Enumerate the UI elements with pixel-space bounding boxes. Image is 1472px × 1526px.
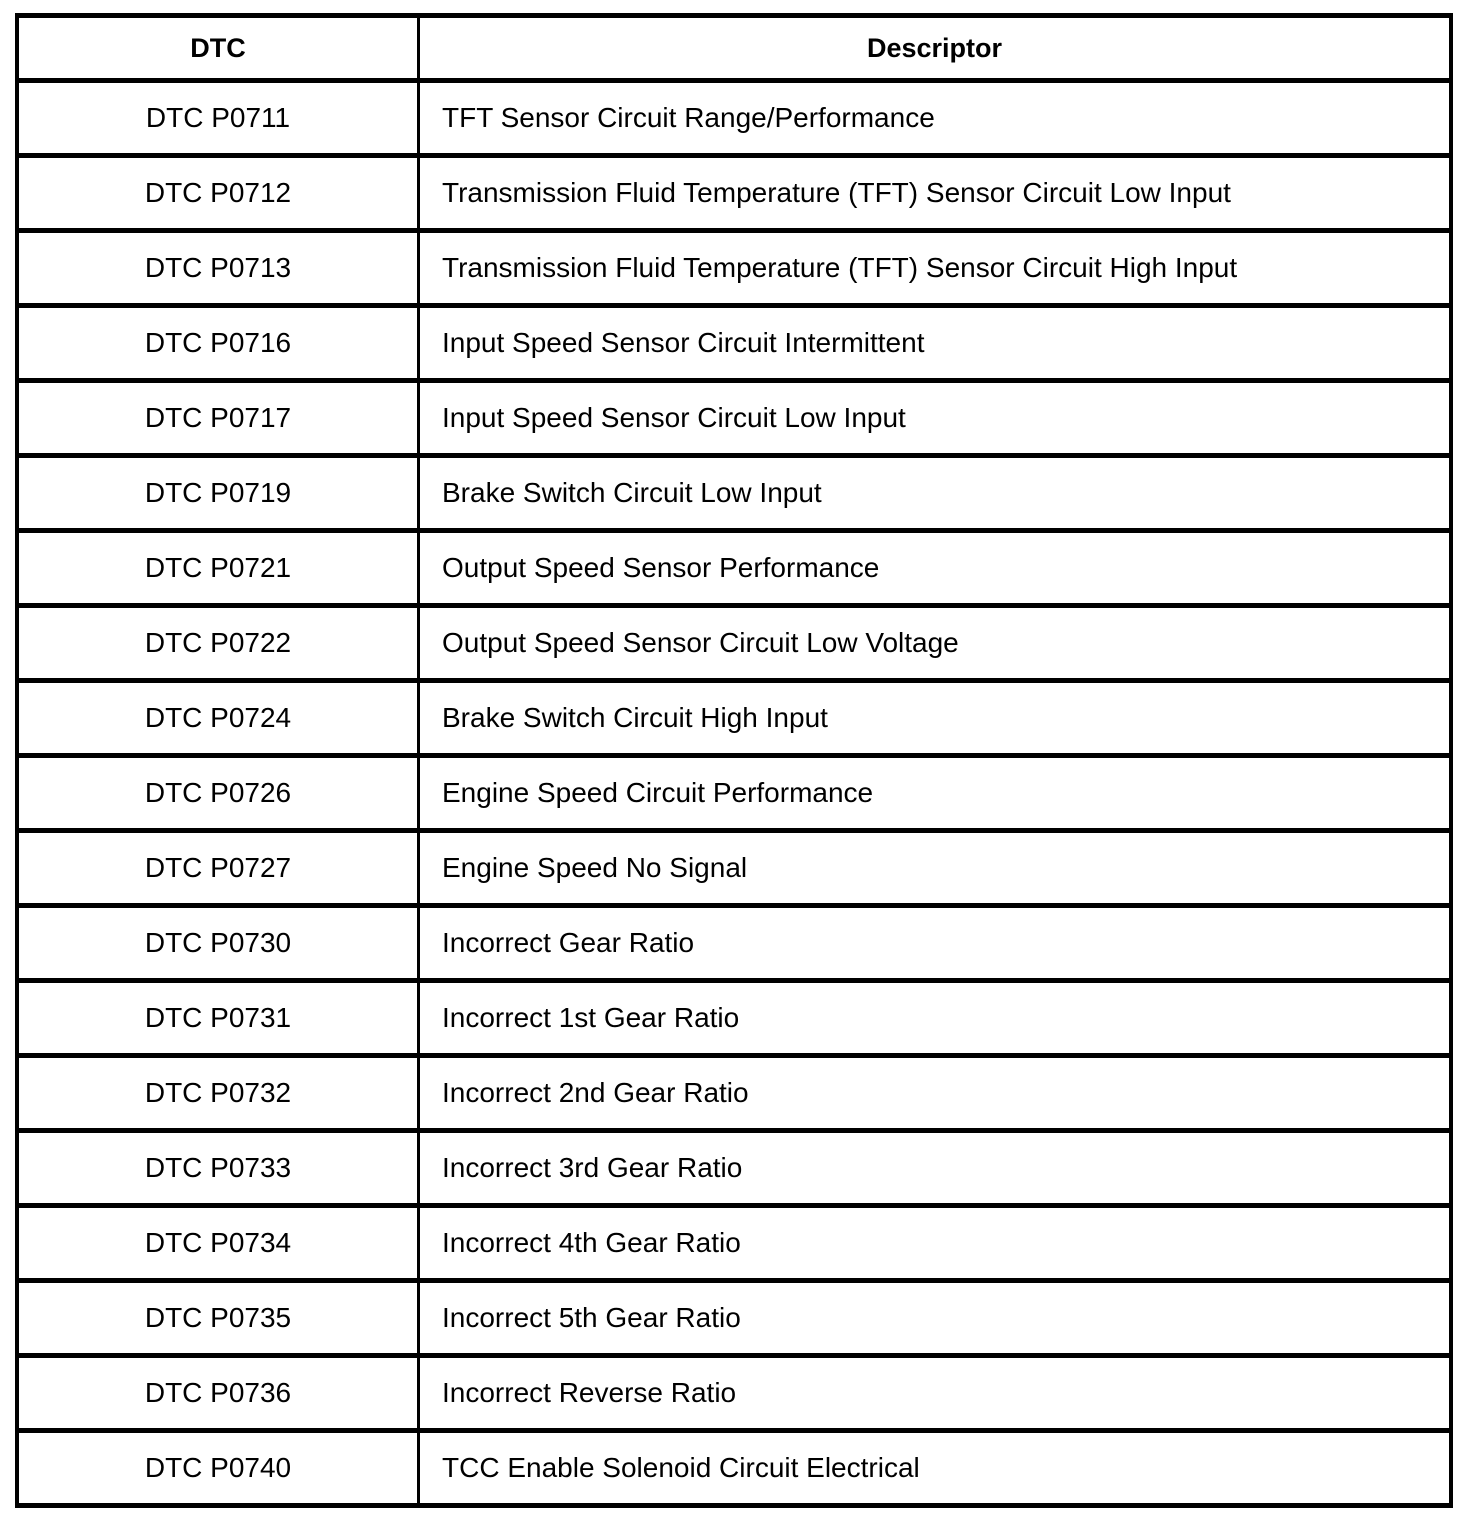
dtc-cell: DTC P0724 xyxy=(17,681,419,756)
dtc-cell: DTC P0735 xyxy=(17,1281,419,1356)
dtc-cell: DTC P0740 xyxy=(17,1431,419,1506)
dtc-cell: DTC P0727 xyxy=(17,831,419,906)
table-row xyxy=(17,906,1451,981)
table-row xyxy=(17,531,1451,606)
dtc-table xyxy=(15,13,1453,1508)
descriptor-cell: Transmission Fluid Temperature (TFT) Sensor Circuit Low Input xyxy=(419,156,1452,231)
table-row xyxy=(17,831,1451,906)
dtc-cell: DTC P0731 xyxy=(17,981,419,1056)
descriptor-cell: Incorrect Gear Ratio xyxy=(419,906,1452,981)
dtc-cell: DTC P0730 xyxy=(17,906,419,981)
table-row xyxy=(17,1356,1451,1431)
table-header xyxy=(17,16,1451,81)
descriptor-cell: Engine Speed Circuit Performance xyxy=(419,756,1452,831)
dtc-cell: DTC P0721 xyxy=(17,531,419,606)
header-cell-dtc: DTC xyxy=(17,16,419,81)
descriptor-cell: Input Speed Sensor Circuit Low Input xyxy=(419,381,1452,456)
header-cell-descriptor: Descriptor xyxy=(419,16,1452,81)
table-row xyxy=(17,306,1451,381)
table-row xyxy=(17,1206,1451,1281)
descriptor-cell: Output Speed Sensor Circuit Low Voltage xyxy=(419,606,1452,681)
descriptor-cell: Incorrect 5th Gear Ratio xyxy=(419,1281,1452,1356)
descriptor-cell: Brake Switch Circuit Low Input xyxy=(419,456,1452,531)
dtc-cell: DTC P0733 xyxy=(17,1131,419,1206)
descriptor-cell: Incorrect 4th Gear Ratio xyxy=(419,1206,1452,1281)
dtc-cell: DTC P0736 xyxy=(17,1356,419,1431)
dtc-cell: DTC P0717 xyxy=(17,381,419,456)
table-body xyxy=(17,81,1451,1506)
descriptor-cell: Incorrect 2nd Gear Ratio xyxy=(419,1056,1452,1131)
descriptor-cell: Input Speed Sensor Circuit Intermittent xyxy=(419,306,1452,381)
table-row xyxy=(17,606,1451,681)
dtc-cell: DTC P0711 xyxy=(17,81,419,156)
table-row xyxy=(17,1431,1451,1506)
dtc-cell: DTC P0732 xyxy=(17,1056,419,1131)
descriptor-cell: Engine Speed No Signal xyxy=(419,831,1452,906)
descriptor-cell: Brake Switch Circuit High Input xyxy=(419,681,1452,756)
dtc-cell: DTC P0722 xyxy=(17,606,419,681)
table-row xyxy=(17,381,1451,456)
dtc-cell: DTC P0712 xyxy=(17,156,419,231)
descriptor-cell: Incorrect Reverse Ratio xyxy=(419,1356,1452,1431)
descriptor-cell: Incorrect 1st Gear Ratio xyxy=(419,981,1452,1056)
table-row xyxy=(17,1056,1451,1131)
dtc-cell: DTC P0713 xyxy=(17,231,419,306)
table-row xyxy=(17,81,1451,156)
table-row xyxy=(17,1281,1451,1356)
descriptor-cell: Output Speed Sensor Performance xyxy=(419,531,1452,606)
table-row xyxy=(17,156,1451,231)
descriptor-cell: Incorrect 3rd Gear Ratio xyxy=(419,1131,1452,1206)
header-row xyxy=(17,16,1451,81)
dtc-cell: DTC P0716 xyxy=(17,306,419,381)
dtc-cell: DTC P0719 xyxy=(17,456,419,531)
dtc-cell: DTC P0734 xyxy=(17,1206,419,1281)
descriptor-cell: TCC Enable Solenoid Circuit Electrical xyxy=(419,1431,1452,1506)
table-row xyxy=(17,231,1451,306)
descriptor-cell: Transmission Fluid Temperature (TFT) Sensor Circuit High Input xyxy=(419,231,1452,306)
table-row xyxy=(17,1131,1451,1206)
table-row xyxy=(17,456,1451,531)
descriptor-cell: TFT Sensor Circuit Range/Performance xyxy=(419,81,1452,156)
table-row xyxy=(17,756,1451,831)
table-row xyxy=(17,981,1451,1056)
table-row xyxy=(17,681,1451,756)
dtc-cell: DTC P0726 xyxy=(17,756,419,831)
